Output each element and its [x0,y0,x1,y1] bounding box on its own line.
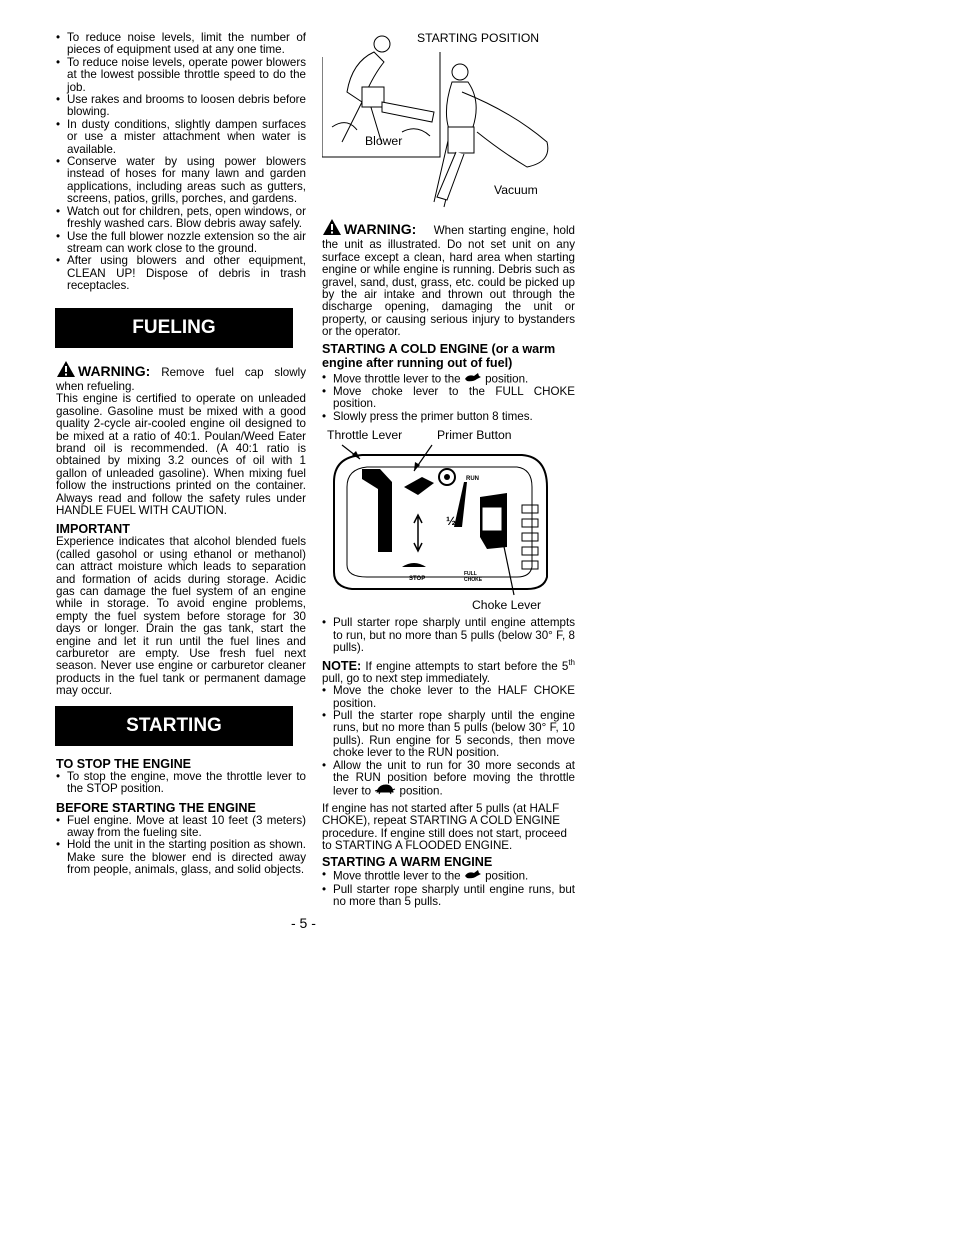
list-item: • To stop the engine, move the throttle lever to the STOP position. [56,771,306,796]
warning-text: Remove fuel cap slowly when refueling. [56,365,306,393]
note-paragraph [322,657,575,686]
controls-diagram [322,427,575,617]
important-text: Experience indicates that alcohol blended fuels (called gasohol or using ethanol or methanol) can attract moisture which leads to separation and formation of acids during storage. Acidic gas can damage the fuel system of an engine while in storage. To avoid engine problems, empty the fuel system before storage for 30 days or longer. Drain the gas tank, start the engine and let it run until the fuel lines and carburetor are empty. Use fresh fuel next season. Never use engine or carburetor cleaner products in the fuel tank or permanent damage may occur. [56,535,306,698]
list-item: • Pull starter rope sharply until engine attempts to run, but no more than 5 pulls (below 30° F, 8 pulls). [322,617,575,654]
right-column [322,32,575,909]
warning-lead: When starting engine, [433,224,549,237]
warning-triangle-icon [322,218,342,239]
list-item: • Slowly press the primer button 8 times. [322,411,575,423]
warning-triangle-icon [56,360,76,381]
bullet-text: Allow the unit to run for 30 more seconds at the RUN position before moving the throttle lever to [333,758,575,798]
left-column [56,32,306,877]
full-text: FULL [464,571,477,578]
list-item: • Move choke lever to the FULL CHOKE position. [322,386,575,411]
cold-engine-heading: STARTING A COLD ENGINE (or a warm engine after running out of fuel) [322,341,556,370]
list-item: • Move the choke lever to the HALF CHOKE position. [322,685,575,710]
before-starting-heading: BEFORE STARTING THE ENGINE [56,800,256,815]
figure-title: STARTING POSITION [417,31,540,45]
choke-text: CHOKE [464,577,483,584]
pull-list [322,617,575,654]
half-choke-list [322,685,575,799]
list-item: • In dusty conditions, slightly dampen surfaces or use a mister attachment when water is available. [56,119,306,156]
cold-engine-list [322,372,575,424]
before-starting-list [56,815,306,877]
bullet-text: position. [399,784,443,798]
stop-mark: STOP [409,576,426,583]
warning-label: WARNING: [344,221,417,237]
throttle-lever-label: Throttle Lever [327,428,403,443]
noise-tips-list [56,32,306,293]
important-heading: IMPORTANT [56,522,130,537]
turtle-icon [374,784,396,798]
run-mark: RUN [466,476,479,483]
list-item [322,760,575,799]
bullet-text: Move throttle lever to the [333,869,461,883]
list-item: • Watch out for children, pets, open windows, or freshly washed cars. Blow debris away safely. [56,206,306,231]
warning-text: hold the unit as illustrated. Do not set unit on any surface except a clean, hard area when starting engine or while engine is running. Debris such as gravel, sand, dust, grass, etc. could be picked up by the air intake and thrown out through the discharge opening, damaging the unit or property, or causing serious injury to bystanders or the operator. [322,224,575,339]
choke-lever-label: Choke Lever [472,598,542,613]
list-item: • Use the full blower nozzle extension so the air stream can work close to the ground. [56,231,306,256]
half-mark: ½ [446,514,457,529]
rabbit-icon [464,372,482,386]
list-item: • Fuel engine. Move at least 10 feet (3 meters) away from the fueling site. [56,815,306,840]
list-item: • After using blowers and other equipment, CLEAN UP! Dispose of debris in trash receptacles. [56,255,306,292]
list-item: • Hold the unit in the starting position as shown. Make sure the blower end is directed away from people, animals, glass, and solid objects. [56,839,306,876]
stop-engine-list [56,771,306,796]
note-label: NOTE: [322,658,362,673]
warm-engine-list [322,869,575,908]
full-choke-mark [464,571,482,583]
page-number: - 5 - [291,915,316,931]
starting-section-header: STARTING [55,706,293,746]
note-text: If engine attempts to start before the 5 [365,659,569,673]
bullet-text: position. [485,869,529,883]
stop-engine-heading: TO STOP THE ENGINE [56,756,192,771]
starting-warning [322,218,575,339]
list-item: • Pull starter rope sharply until engine runs, but no more than 5 pulls. [322,884,575,909]
primer-button-label: Primer Button [437,428,512,443]
list-item: • Pull the starter rope sharply until the engine runs, but no more than 5 pulls (below 30° F, 10 pulls). Run engine for 5 seconds, then move choke lever to the RUN position. [322,710,575,760]
list-item [322,372,575,386]
vacuum-label: Vacuum [494,183,538,197]
list-item: • To reduce noise levels, limit the number of pieces of equipment used at any one time. [56,32,306,57]
blower-label: Blower [365,134,403,148]
fueling-section-header: FUELING [55,308,293,348]
fuel-warning [56,360,306,394]
starting-position-figure [322,32,575,210]
bullet-text: position. [485,371,529,385]
bullet-text: Move throttle lever to the [333,371,461,385]
fuel-paragraph: This engine is certified to operate on unleaded gasoline. Gasoline must be mixed with a good quality 2-cycle air-cooled engine oil designed to be mixed at a ratio of 40:1. Poulan/Weed Eater brand oil is recommended. (A 40:1 ratio is obtained by mixing 3.2 ounces of oil with 1 gallon of unleaded gasoline). When mixing fuel follow the instructions printed on the container. Always read and follow the safety rules under HANDLE FUEL WITH CAUTION. [56,392,306,517]
note-text: pull, go to next step immediately. [322,671,490,685]
list-item: • Use rakes and brooms to loosen debris before blowing. [56,94,306,119]
warm-engine-heading: STARTING A WARM ENGINE [322,855,493,870]
note-superscript: th [568,657,575,667]
if-not-started-text: If engine has not started after 5 pulls (at HALF CHOKE), repeat STARTING A COLD ENGINE procedure. If engine still does not start, proceed to STARTING A FLOODED ENGINE. [322,801,567,853]
warning-label: WARNING: [78,362,151,379]
list-item [322,869,575,883]
list-item: • To reduce noise levels, operate power blowers at the lowest possible throttle speed to do the job. [56,57,306,94]
list-item: • Conserve water by using power blowers instead of hoses for many lawn and garden applications, including areas such as gutters, screens, patios, grills, porches, and gardens. [56,156,306,206]
rabbit-icon [464,869,482,883]
